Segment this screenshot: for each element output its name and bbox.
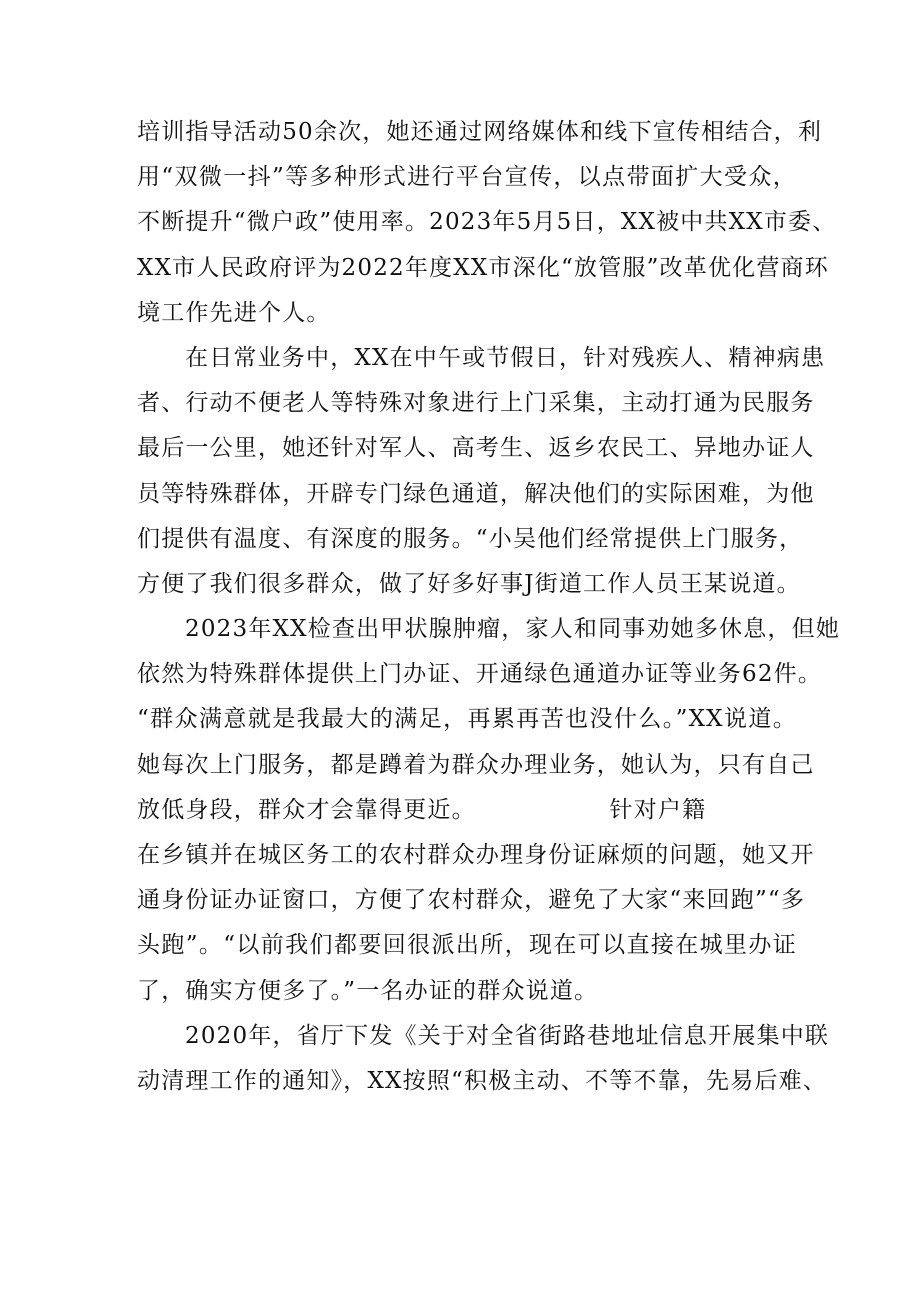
text-line: 们提供有温度、有深度的服务。“小吴他们经常提供上门服务， [137, 525, 804, 552]
text-line: 通身份证办证窗口，方便了农村群众，避免了大家“来回跑”“多 [137, 887, 806, 914]
text-line: 放低身段，群众才会靠得更近。 针对户籍 [137, 796, 707, 823]
paragraph-start-line: 2020年，省厅下发《关于对全省街路巷地址信息开展集中联 [185, 1022, 830, 1049]
text-line: 在乡镇并在城区务工的农村群众办理身份证麻烦的问题，她又开 [137, 842, 815, 868]
paragraph-start-line: 在日常业务中，XX在中午或节假日，针对残疾人、精神病患 [185, 344, 826, 371]
text-line: 员等特殊群体，开辟专门绿色通道，解决他们的实际困难，为他 [137, 480, 815, 507]
text-line: 境工作先进个人。 [137, 299, 331, 326]
text-line: XX市人民政府评为2022年度XX市深化“放管服”改革优化营商环 [137, 254, 829, 281]
text-line: 动清理工作的通知》，XX按照“积极主动、不等不靠，先易后难、 [137, 1067, 828, 1094]
text-line: 依然为特殊群体提供上门办证、开通绿色通道办证等业务62件。 [137, 661, 823, 688]
text-line: 者、行动不便老人等特殊对象进行上门采集，主动打通为民服务 [137, 390, 815, 417]
paragraph-start-line: 2023年XX检查出甲状腺肿瘤，家人和同事劝她多休息，但她 [185, 616, 841, 643]
text-line: 用“双微一抖”等多种形式进行平台宣传，以点带面扩大受众， [137, 164, 797, 191]
text-line: “群众满意就是我最大的满足，再累再苦也没什么。”XX说道。 [137, 706, 797, 733]
body-text [137, 110, 841, 1104]
text-line: 方便了我们很多群众，做了好多好事J街道工作人员王某说道。 [137, 570, 801, 597]
text-line: 头跑”。“以前我们都要回很派出所，现在可以直接在城里办证 [137, 932, 797, 959]
text-line: 不断提升“微户政”使用率。2023年5月5日，XX被中共XX市委、 [137, 209, 837, 236]
text-line: 她每次上门服务，都是蹲着为群众办理业务，她认为，只有自己 [137, 751, 815, 778]
text-line: 了，确实方便多了。”一名办证的群众说道。 [137, 977, 599, 1004]
text-line: 最后一公里，她还针对军人、高考生、返乡农民工、异地办证人 [137, 435, 815, 462]
text-line: 培训指导活动50余次，她还通过网络媒体和线下宣传相结合，利 [137, 119, 823, 145]
